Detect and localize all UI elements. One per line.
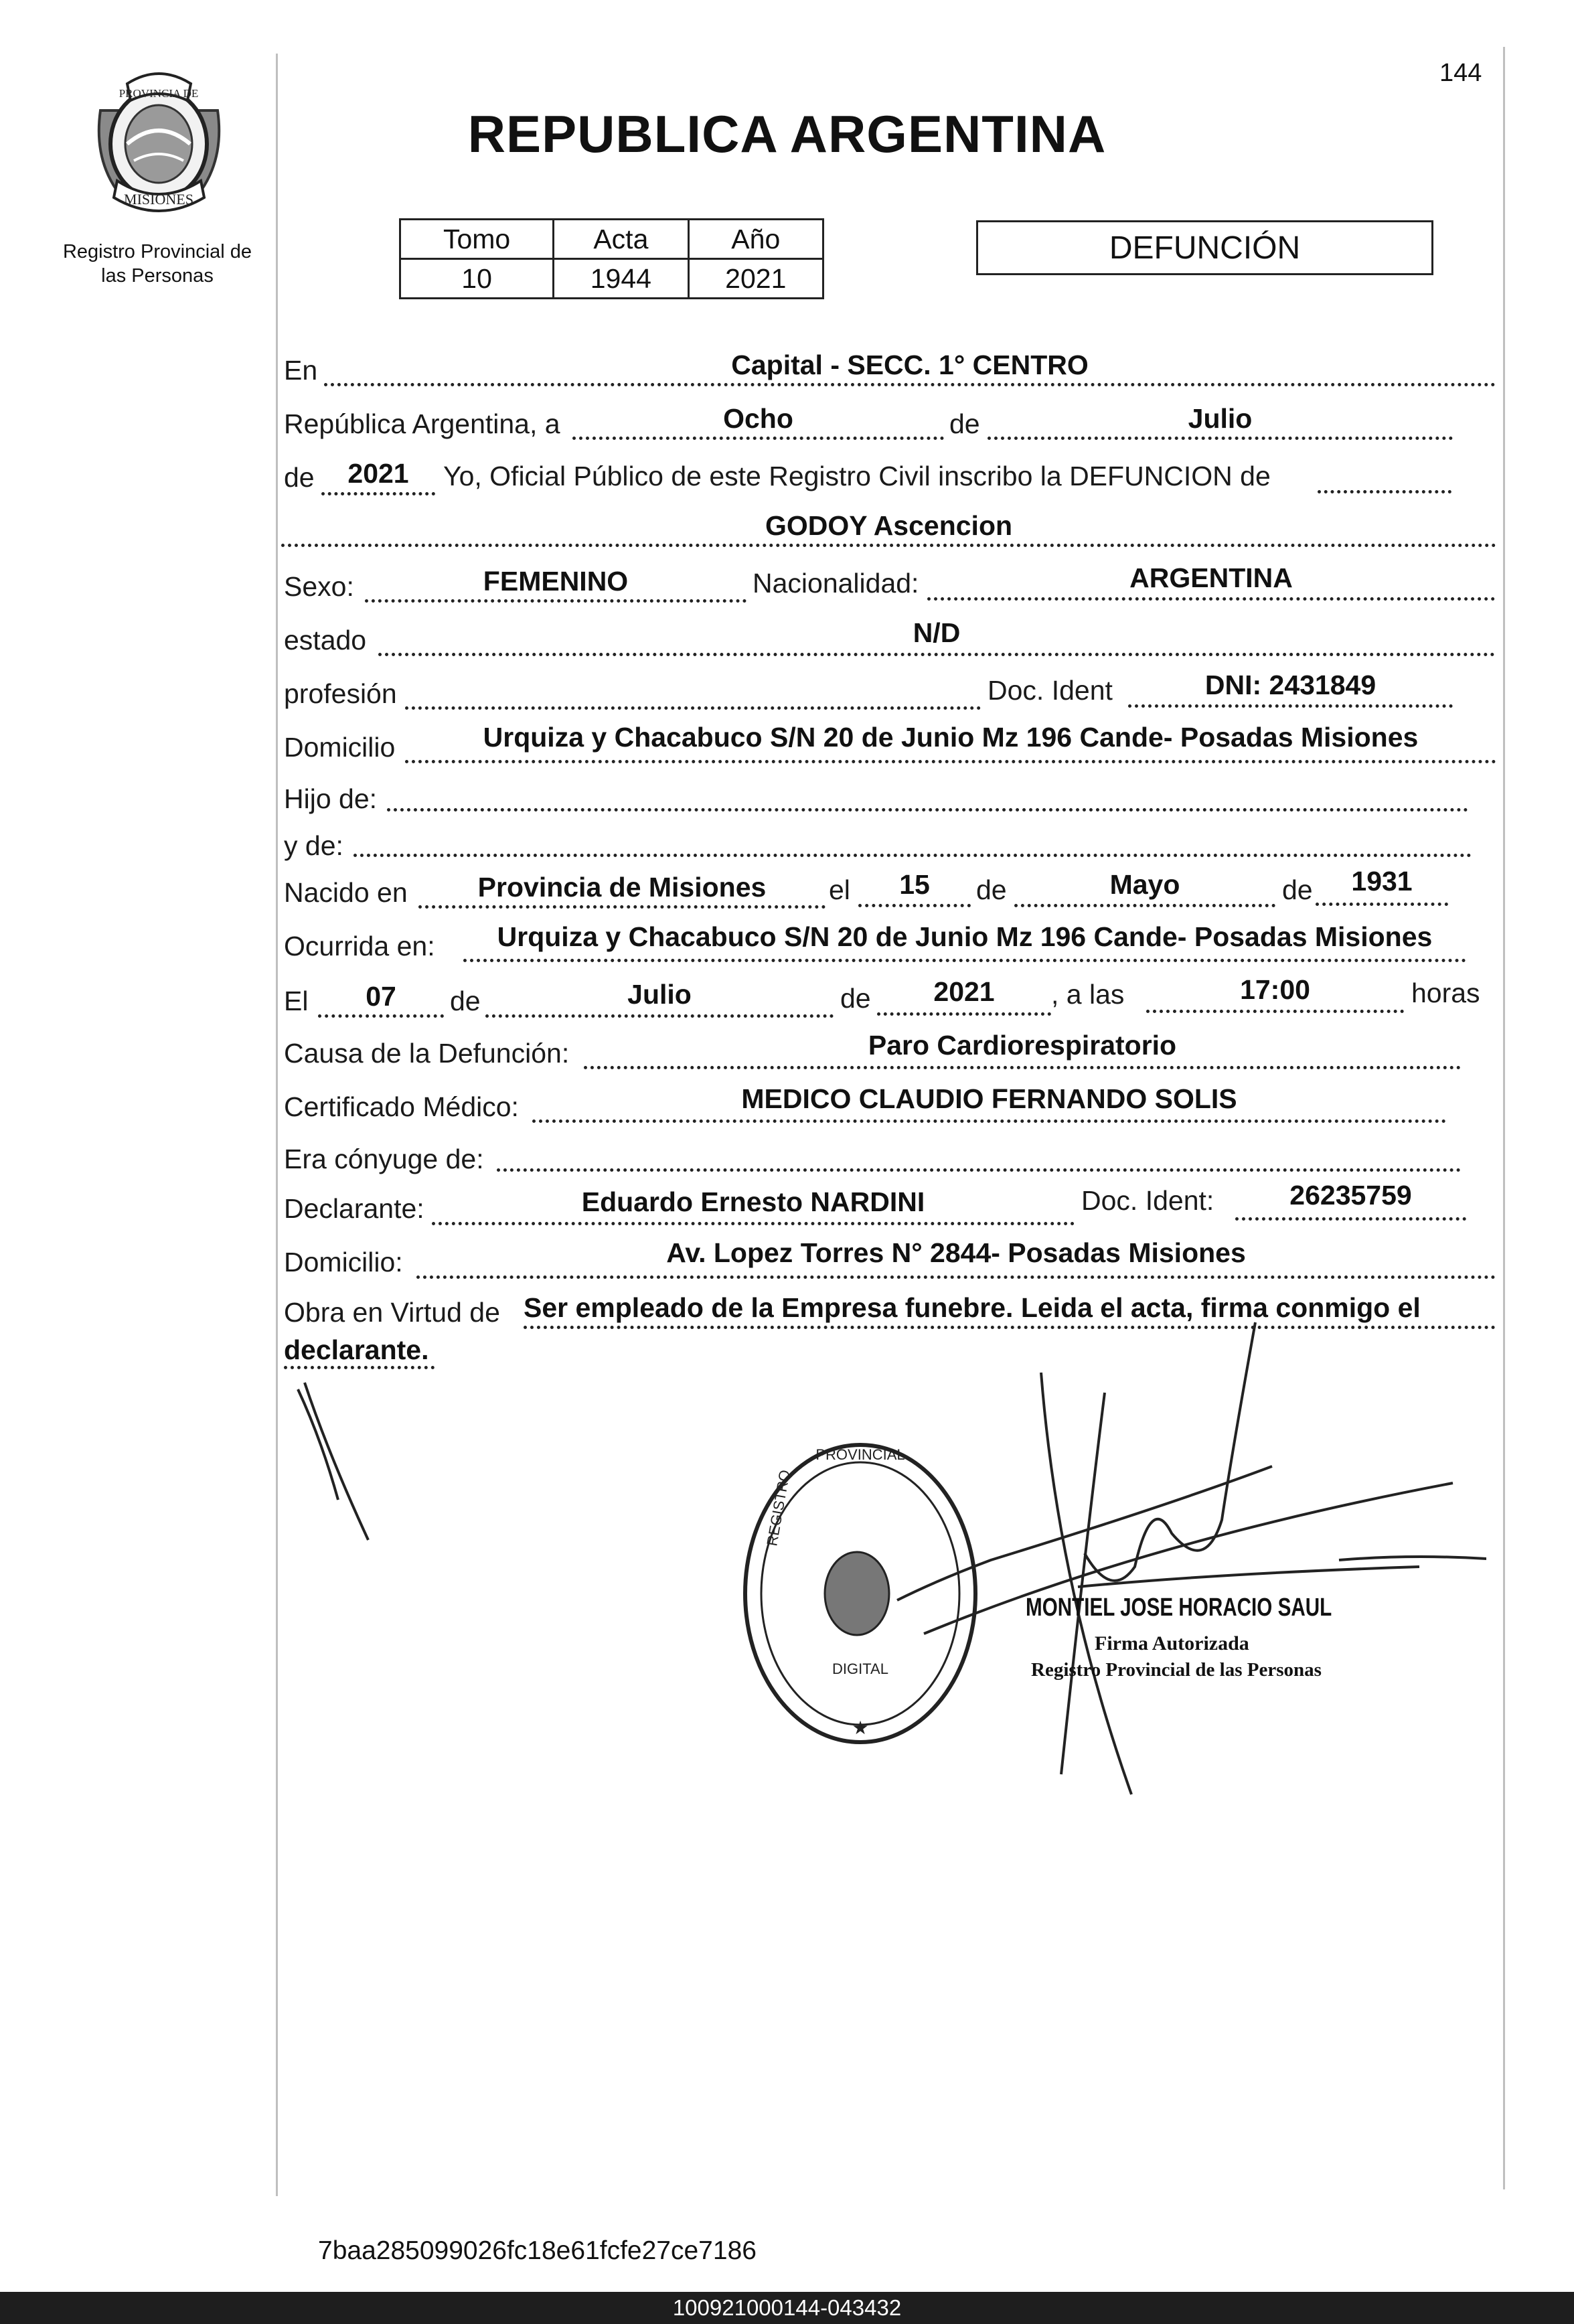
- certificado-label: Certificado Médico:: [284, 1091, 519, 1122]
- dotted-line: [497, 1168, 1461, 1172]
- declarante-doc-value: 26235759: [1289, 1180, 1412, 1211]
- dotted-line: [1316, 903, 1448, 906]
- dotted-line: [1318, 490, 1451, 493]
- dotted-line: [405, 706, 981, 710]
- declarante-dom-value: Av. Lopez Torres N° 2844- Posadas Misiones: [666, 1237, 1246, 1268]
- dotted-line: [418, 905, 825, 909]
- dotted-line: [572, 437, 944, 440]
- left-margin-line: [276, 54, 278, 2196]
- el-label: el: [829, 874, 850, 905]
- obra-line1: Ser empleado de la Empresa funebre. Leida el acta, firma conmigo el: [524, 1292, 1421, 1323]
- deceased-name-value: GODOY Ascencion: [765, 510, 1013, 541]
- nacionalidad-value: ARGENTINA: [1129, 562, 1293, 593]
- header-acta: Acta: [554, 220, 688, 259]
- document-hash: 7baa285099026fc18e61fcfe27ce7186: [318, 2236, 757, 2265]
- declarante-dom-label: Domicilio:: [284, 1247, 403, 1277]
- declarante-label: Declarante:: [284, 1193, 424, 1224]
- conyuge-label: Era cónyuge de:: [284, 1144, 484, 1174]
- signer-role: Firma Autorizada: [1095, 1632, 1249, 1654]
- value-ano: 2021: [688, 259, 823, 299]
- causa-label: Causa de la Defunción:: [284, 1038, 570, 1069]
- dotted-line: [532, 1119, 1446, 1123]
- domicilio-value: Urquiza y Chacabuco S/N 20 de Junio Mz 196 Cande- Posadas Misiones: [483, 722, 1419, 753]
- registry-stamp-icon: [740, 1440, 981, 1748]
- declarante-doc-label: Doc. Ident:: [1081, 1185, 1214, 1216]
- dotted-line: [1014, 904, 1275, 907]
- dotted-line: [1128, 704, 1453, 708]
- month-value: Julio: [1188, 403, 1253, 434]
- profesion-label: profesión: [284, 678, 397, 709]
- header-ano: Año: [688, 220, 823, 259]
- registry-table: [399, 218, 824, 299]
- value-tomo: 10: [400, 259, 554, 299]
- hijo-de-label: Hijo de:: [284, 783, 378, 814]
- doc-ident-value: DNI: 2431849: [1204, 670, 1376, 700]
- certificado-value: MEDICO CLAUDIO FERNANDO SOLIS: [741, 1083, 1237, 1114]
- nacionalidad-label: Nacionalidad:: [753, 568, 919, 599]
- y-de-label: y de:: [284, 830, 343, 861]
- svg-text:REGISTRO: REGISTRO: [763, 1468, 793, 1547]
- birth-day-value: 15: [899, 869, 930, 900]
- year-value: 2021: [347, 458, 409, 489]
- de-label: de: [840, 983, 871, 1014]
- de-label: de: [450, 986, 481, 1016]
- en-label: En: [284, 355, 318, 386]
- dotted-line: [416, 1275, 1496, 1279]
- registry-name-line1: Registro Provincial de: [62, 241, 252, 262]
- de-label: de: [949, 408, 980, 439]
- horas-label: horas: [1411, 978, 1480, 1008]
- dotted-line: [858, 904, 971, 907]
- signer-office: Registro Provincial de las Personas: [1031, 1659, 1322, 1681]
- registry-name-line2: las Personas: [101, 265, 214, 287]
- value-acta: 1944: [554, 259, 688, 299]
- de-label: de: [1282, 874, 1313, 905]
- dotted-line: [1146, 1010, 1404, 1013]
- dotted-line: [485, 1014, 834, 1018]
- svg-text:★: ★: [852, 1717, 869, 1738]
- a-las-label: , a las: [1051, 979, 1125, 1010]
- dotted-line: [1235, 1217, 1466, 1221]
- domicilio-label: Domicilio: [284, 732, 396, 763]
- estado-value: N/D: [913, 617, 961, 648]
- death-year-value: 2021: [933, 976, 995, 1007]
- El-label: El: [284, 986, 309, 1016]
- birth-place-value: Provincia de Misiones: [477, 872, 767, 903]
- dotted-line: [387, 808, 1468, 811]
- svg-text:MISIONES: MISIONES: [124, 191, 193, 208]
- ocurrida-en-label: Ocurrida en:: [284, 931, 435, 961]
- svg-text:PROVINCIAL: PROVINCIAL: [815, 1446, 905, 1463]
- svg-text:PROVINCIA DE: PROVINCIA DE: [119, 87, 199, 100]
- de-label: de: [976, 874, 1007, 905]
- dotted-line: [584, 1066, 1461, 1069]
- birth-year-value: 1931: [1351, 866, 1413, 897]
- registry-name: [40, 240, 274, 288]
- dotted-line: [281, 544, 1496, 547]
- death-time-value: 17:00: [1240, 974, 1310, 1005]
- causa-value: Paro Cardiorespiratorio: [868, 1030, 1177, 1061]
- record-type-box: DEFUNCIÓN: [976, 220, 1433, 275]
- page-title: REPUBLICA ARGENTINA: [467, 104, 1107, 163]
- doc-ident-label: Doc. Ident: [988, 675, 1113, 706]
- footer-id: 100921000144-043432: [672, 2295, 902, 2320]
- registry-table-header-row: [400, 220, 823, 259]
- nacido-en-label: Nacido en: [284, 877, 408, 908]
- death-place-value: Urquiza y Chacabuco S/N 20 de Junio Mz 196 Cande- Posadas Misiones: [497, 921, 1433, 952]
- dotted-line: [432, 1222, 1075, 1225]
- right-margin-line: [1503, 47, 1505, 2189]
- dotted-line: [463, 959, 1466, 962]
- obra-line2: declarante.: [284, 1334, 429, 1365]
- death-month-value: Julio: [627, 979, 692, 1010]
- estado-label: estado: [284, 625, 367, 655]
- dotted-line: [353, 854, 1472, 857]
- svg-text:DIGITAL: DIGITAL: [832, 1660, 888, 1677]
- obra-label: Obra en Virtud de: [284, 1297, 500, 1328]
- dotted-line: [877, 1012, 1051, 1016]
- signer-name: MONTIEL JOSE HORACIO SAUL: [1026, 1594, 1332, 1622]
- declarante-value: Eduardo Ernesto NARDINI: [581, 1186, 925, 1217]
- republic-label: República Argentina, a: [284, 408, 560, 439]
- dotted-line: [927, 597, 1495, 601]
- header-tomo: Tomo: [400, 220, 554, 259]
- dotted-line: [378, 653, 1495, 656]
- birth-month-value: Mayo: [1109, 869, 1180, 900]
- sexo-value: FEMENINO: [483, 566, 629, 597]
- place-value: Capital - SECC. 1° CENTRO: [731, 350, 1089, 380]
- dotted-line: [324, 383, 1496, 386]
- footer-bar: [0, 2292, 1574, 2324]
- sexo-label: Sexo:: [284, 571, 354, 602]
- dotted-line: [988, 437, 1453, 440]
- death-day-value: 07: [366, 981, 396, 1012]
- dotted-line: [318, 1014, 444, 1018]
- page-number: 144: [1439, 59, 1482, 87]
- dotted-line: [365, 599, 746, 603]
- dotted-line: [405, 760, 1496, 763]
- day-words-value: Ocho: [723, 403, 793, 434]
- registry-table-value-row: [400, 259, 823, 299]
- statement-text: Yo, Oficial Público de este Registro Civil inscribo la DEFUNCION de: [443, 461, 1271, 491]
- de-label: de: [284, 462, 315, 493]
- dotted-line: [321, 492, 435, 495]
